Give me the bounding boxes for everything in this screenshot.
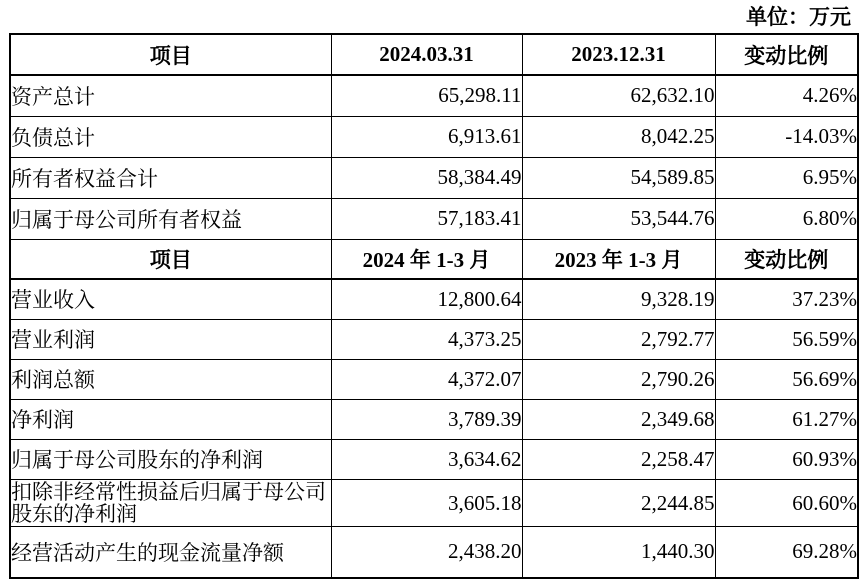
- value-cell: 6,913.61: [331, 116, 522, 157]
- unit-label: 单位：万元: [746, 5, 851, 29]
- column-header-item: 项目: [10, 239, 331, 279]
- column-header-period-2023: 2023 年 1-3 月: [522, 239, 715, 279]
- change-cell: 56.69%: [715, 359, 858, 399]
- table-row-total-profit: [10, 359, 858, 399]
- value-cell: 9,328.19: [522, 279, 715, 319]
- column-header-change-ratio: 变动比例: [715, 239, 858, 279]
- change-cell: -14.03%: [715, 116, 858, 157]
- column-header-period-2024: 2024 年 1-3 月: [331, 239, 522, 279]
- value-cell: 2,438.20: [331, 526, 522, 578]
- change-cell: 69.28%: [715, 526, 858, 578]
- financial-table: [9, 33, 859, 579]
- table-row-total-equity: [10, 157, 858, 198]
- column-header-date-2024: 2024.03.31: [331, 34, 522, 75]
- change-cell: 60.93%: [715, 439, 858, 479]
- item-cell: 净利润: [10, 399, 331, 439]
- change-cell: 56.59%: [715, 319, 858, 359]
- value-cell: 3,789.39: [331, 399, 522, 439]
- value-cell: 2,790.26: [522, 359, 715, 399]
- item-cell: 营业收入: [10, 279, 331, 319]
- value-cell: 4,373.25: [331, 319, 522, 359]
- value-cell: 2,244.85: [522, 479, 715, 526]
- value-cell: 2,258.47: [522, 439, 715, 479]
- value-cell: 53,544.76: [522, 198, 715, 239]
- change-cell: 60.60%: [715, 479, 858, 526]
- item-cell: 扣除非经常性损益后归属于母公司股东的净利润: [10, 479, 331, 526]
- value-cell: 54,589.85: [522, 157, 715, 198]
- table-row-revenue: [10, 279, 858, 319]
- value-cell: 3,634.62: [331, 439, 522, 479]
- table-header-row-income: [10, 239, 858, 279]
- item-cell: 营业利润: [10, 319, 331, 359]
- value-cell: 65,298.11: [331, 75, 522, 116]
- table-row-net-profit-parent: [10, 439, 858, 479]
- item-cell: 所有者权益合计: [10, 157, 331, 198]
- change-cell: 37.23%: [715, 279, 858, 319]
- item-cell: 负债总计: [10, 116, 331, 157]
- item-cell: 归属于母公司股东的净利润: [10, 439, 331, 479]
- table-header-row-balance: [10, 34, 858, 75]
- value-cell: 1,440.30: [522, 526, 715, 578]
- table-row-total-assets: [10, 75, 858, 116]
- table-row-net-profit-deducted: [10, 479, 858, 526]
- item-cell: 经营活动产生的现金流量净额: [10, 526, 331, 578]
- value-cell: 2,792.77: [522, 319, 715, 359]
- change-cell: 6.80%: [715, 198, 858, 239]
- value-cell: 62,632.10: [522, 75, 715, 116]
- value-cell: 8,042.25: [522, 116, 715, 157]
- item-cell: 归属于母公司所有者权益: [10, 198, 331, 239]
- table-row-operating-profit: [10, 319, 858, 359]
- value-cell: 2,349.68: [522, 399, 715, 439]
- table-row-equity-parent: [10, 198, 858, 239]
- value-cell: 57,183.41: [331, 198, 522, 239]
- column-header-item: 项目: [10, 34, 331, 75]
- change-cell: 61.27%: [715, 399, 858, 439]
- column-header-date-2023: 2023.12.31: [522, 34, 715, 75]
- value-cell: 3,605.18: [331, 479, 522, 526]
- value-cell: 58,384.49: [331, 157, 522, 198]
- change-cell: 6.95%: [715, 157, 858, 198]
- value-cell: 4,372.07: [331, 359, 522, 399]
- column-header-change-ratio: 变动比例: [715, 34, 858, 75]
- item-cell: 资产总计: [10, 75, 331, 116]
- table-row-operating-cash-flow: [10, 526, 858, 578]
- item-cell: 利润总额: [10, 359, 331, 399]
- change-cell: 4.26%: [715, 75, 858, 116]
- table-row-total-liabilities: [10, 116, 858, 157]
- value-cell: 12,800.64: [331, 279, 522, 319]
- table-row-net-profit: [10, 399, 858, 439]
